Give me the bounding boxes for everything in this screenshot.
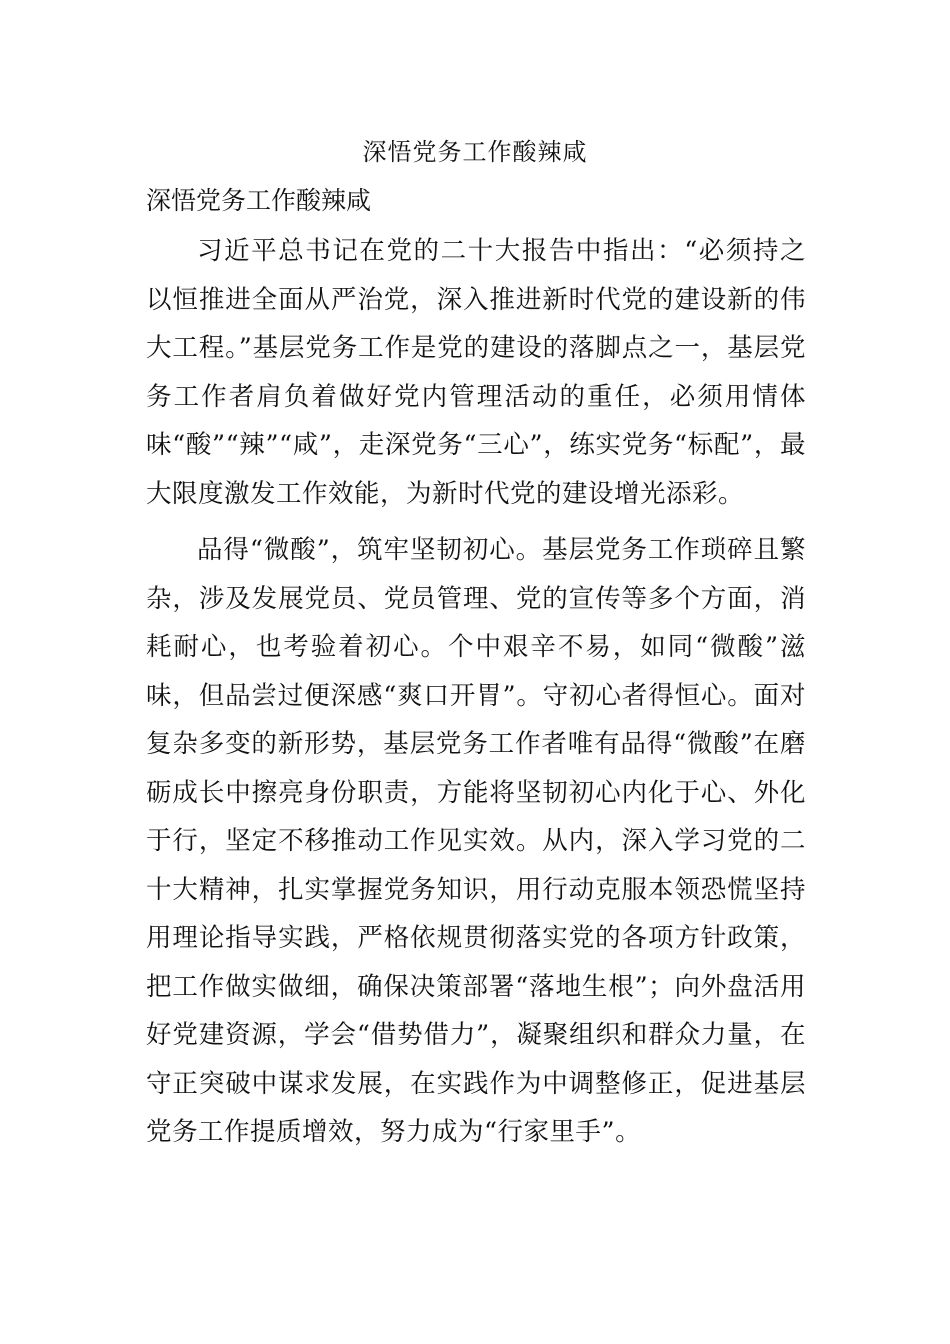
paragraph-intro: 习近平总书记在党的二十大报告中指出：“必须持之以恒推进全面从严治党，深入推进新时代党的建设新的伟大工程。”基层党务工作是党的建设的落脚点之一，基层党务工作者肩负着做好党内管理活动的重任，必须用情体味“酸”“辣”“咸”，走深党务“三心”，练实党务“标配”，最大限度激发工作效能，为新时代党的建设增光添彩。: [146, 236, 806, 509]
document-subtitle: 深悟党务工作酸辣咸: [146, 186, 372, 215]
document-title: 深悟党务工作酸辣咸: [362, 138, 588, 166]
paragraph-weisuan: 品得“微酸”，筑牢坚韧初心。基层党务工作琐碎且繁杂，涉及发展党员、党员管理、党的宣传等多个方面，消耗耐心，也考验着初心。个中艰辛不易，如同“微酸”滋味，但品尝过便深感“爽口开胃”。守初心者得恒心。面对复杂多变的新形势，基层党务工作者唯有品得“微酸”在磨砺成长中擦亮身份职责，方能将坚韧初心内化于心、外化于行，坚定不移推动工作见实效。从内，深入学习党的二十大精神，扎实掌握党务知识，用行动克服本领恐慌坚持用理论指导实践，严格依规贯彻落实党的各项方针政策，把工作做实做细，确保决策部署“落地生根”；向外盘活用好党建资源，学会“借势借力”，凝聚组织和群众力量，在守正突破中谋求发展，在实践作为中调整修正，促进基层党务工作提质增效，努力成为“行家里手”。: [146, 535, 806, 1147]
document-body: [146, 227, 806, 1165]
